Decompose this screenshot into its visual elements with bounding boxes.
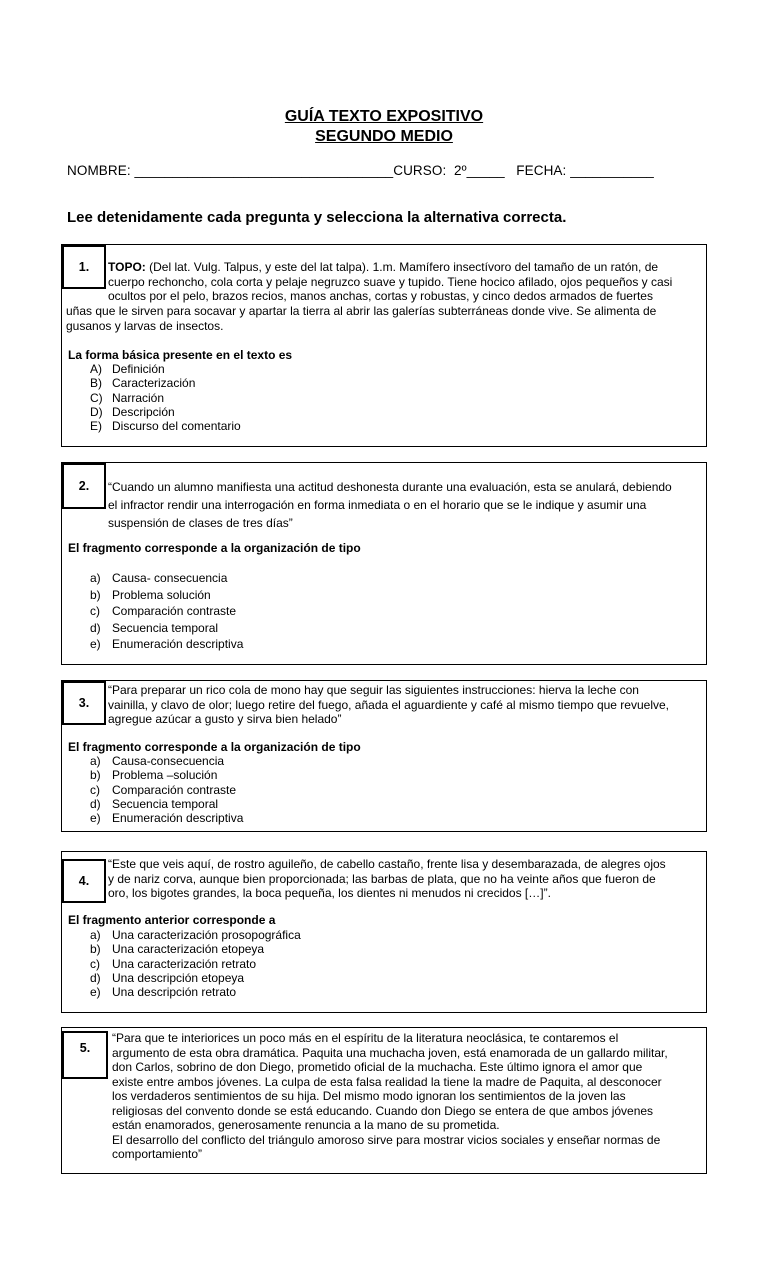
option-c[interactable]: c) Comparación contraste [90,782,237,797]
option-d[interactable]: d) Una descripción etopeya [90,970,245,985]
option-e[interactable]: E) Discurso del comentario [90,419,241,434]
passage-line: vainilla, y clavo de olor; luego retire del fuego, añada el aguardiente y café al mismo tiempo que revuelve, [108,697,669,712]
option-d[interactable]: d) Secuencia temporal [90,620,219,635]
question-number: 5. [62,1031,108,1079]
option-a[interactable]: a) Causa- consecuencia [90,571,228,585]
document-title: GUÍA TEXTO EXPOSITIVO [284,108,484,125]
passage-line-text: (Del lat. Vulg. Talpus, y este del lat talpa). 1.m. Mamífero insectívoro del tamaño de un ratón, de [149,260,659,274]
passage-line: el infractor rendir una interrogación en forma inmediata o en el horario que se le indique y asumir una [108,498,647,512]
instruction-text: Lee detenidamente cada pregunta y selecciona la alternativa correcta. [67,209,567,226]
passage-line: gusanos y larvas de insectos. [66,318,224,333]
options-list [90,570,243,653]
passage-line: “Para preparar un rico cola de mono hay que seguir las siguientes instrucciones: hierva la leche con [108,683,639,697]
passage-line: uñas que le sirven para socavar y apartar la tierra al abrir las galerías subterráneas donde vive. Se alimenta de [66,304,657,318]
question-number: 4. [62,859,106,903]
question-passage [108,478,700,532]
passage-line: ocultos por el pelo, brazos recios, manos anchas, cortas y robustas, y cinco dedos armados de fuertes [108,289,653,303]
question-box-1 [61,244,707,447]
passage-line: los verdaderos sentimientos de su hija. Del mismo modo ignoran los sentimientos de la joven las [112,1089,626,1103]
option-b[interactable]: B) Caracterización [90,376,196,391]
option-e[interactable]: e) Enumeración descriptiva [90,811,244,826]
passage-line: agregue azúcar a gusto y sirva bien helado” [108,712,342,726]
question-number: 3. [62,681,106,725]
options-list [90,362,241,433]
question-passage [108,683,700,727]
option-d[interactable]: d) Secuencia temporal [90,796,219,811]
question-prompt: El fragmento corresponde a la organización de tipo [68,740,361,754]
options-list [90,754,243,825]
passage-line: don Carlos, sobrino de don Diego, prometido oficial de la muchacha. Este último ignora el amor que [112,1060,643,1074]
question-passage [108,260,700,304]
passage-line: suspensión de clases de tres días” [108,516,293,530]
option-a[interactable]: A) Definición [90,362,165,376]
option-c[interactable]: c) Comparación contraste [90,604,237,618]
option-b[interactable]: b) Una caracterización etopeya [90,942,265,957]
passage-line: comportamiento” [112,1147,203,1161]
question-passage [112,1031,700,1162]
options-list [90,928,301,999]
option-b[interactable]: b) Problema –solución [90,768,218,783]
question-passage-continued [66,304,700,333]
option-c[interactable]: C) Narración [90,390,165,405]
option-b[interactable]: b) Problema solución [90,587,211,602]
passage-line: religiosas del convento donde se está educando. Cuando don Diego se entera de que ambos jóvenes [112,1103,654,1118]
question-prompt: La forma básica presente en el texto es [68,348,293,362]
passage-line: están enamorados, generosamente renuncia a la mano de su prometida. [112,1118,500,1132]
student-info-line: NOMBRE: __________________________________CURSO: 2º_____ FECHA: ___________ [67,163,654,178]
question-box-4 [61,851,707,1013]
question-number: 2. [62,463,106,509]
passage-line: “Este que veis aquí, de rostro aguileño, de cabello castaño, frente lisa y desembarazada, de alegres ojos [108,857,666,871]
passage-line: El desarrollo del conflicto del triángulo amoroso sirve para mostrar vicios sociales y enseñar normas de [112,1132,661,1147]
option-a[interactable]: a) Causa-consecuencia [90,754,225,768]
passage-line: argumento de esta obra dramática. Paquita una muchacha joven, está enamorada de un gallardo militar, [112,1045,668,1060]
question-prompt: El fragmento corresponde a la organización de tipo [68,541,361,555]
option-c[interactable]: c) Una caracterización retrato [90,956,257,971]
passage-line: existe entre ambos jóvenes. La culpa de esta falsa realidad la tiene la madre de Paquita, al desconocer [112,1074,662,1089]
option-d[interactable]: D) Descripción [90,404,175,419]
passage-line: oro, los bigotes grandes, la boca pequeña, los dientes ni menudos ni crecidos […]”. [108,886,551,900]
passage-line: “Para que te interiorices un poco más en el espíritu de la literatura neoclásica, te contaremos el [112,1031,619,1045]
document-subtitle: SEGUNDO MEDIO [315,128,453,145]
passage-line: y de nariz corva, aunque bien proporcionada; las barbas de plata, que no ha veinte años que fueron de [108,871,656,886]
question-box-2 [61,462,707,665]
question-passage [108,857,700,901]
passage-line: cuerpo rechoncho, cola corta y pelaje negruzco suave y tupido. Tiene hocico afilado, ojos pequeños y casi [108,274,673,289]
passage-line [108,260,700,275]
question-prompt: El fragmento anterior corresponde a [68,913,276,927]
term-topo: TOPO: [108,260,146,274]
question-box-3 [61,680,707,832]
option-e[interactable]: e) Una descripción retrato [90,985,237,1000]
option-a[interactable]: a) Una caracterización prosopográfica [90,928,301,942]
option-e[interactable]: e) Enumeración descriptiva [90,637,244,651]
question-box-5 [61,1027,707,1174]
question-number: 1. [62,245,106,289]
passage-line: “Cuando un alumno manifiesta una actitud deshonesta durante una evaluación, esta se anulará, debiendo [108,480,672,494]
